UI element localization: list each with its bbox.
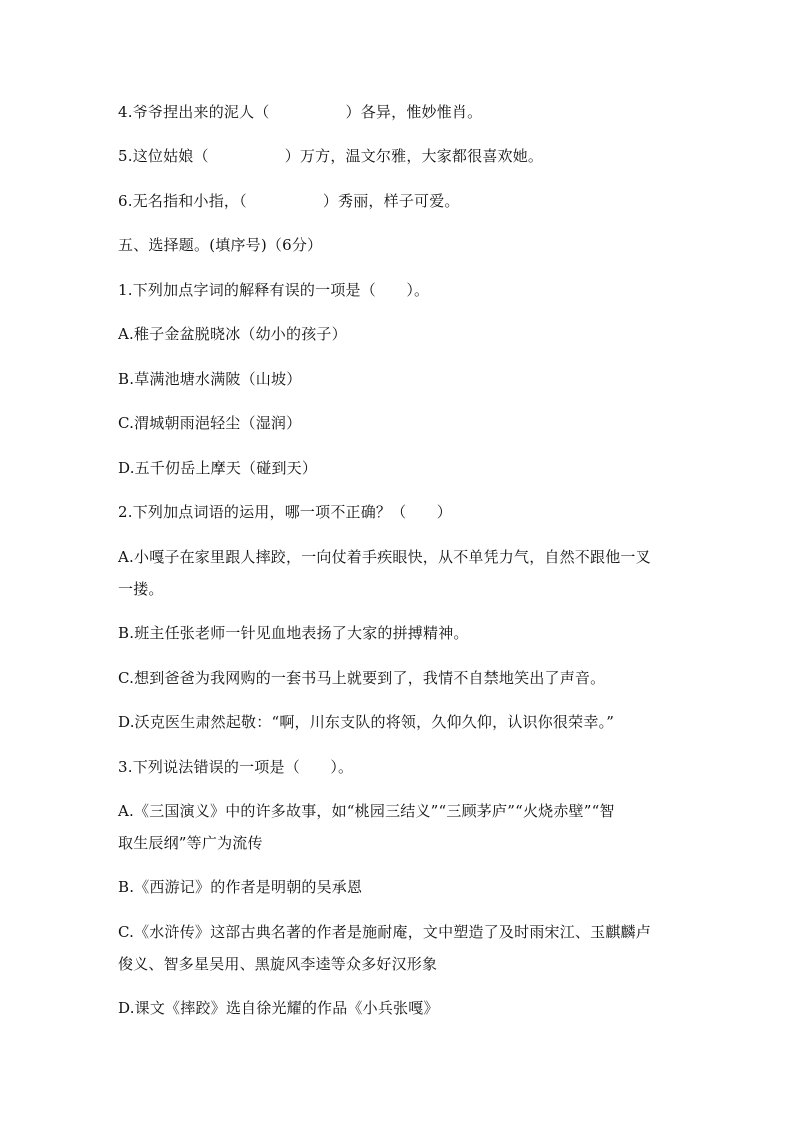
mc-question-2: 2.下列加点词语的运用，哪一项不正确？（ ） <box>118 503 452 521</box>
mc-1-option-c: C.渭城朝雨浥轻尘（湿润） <box>118 414 302 432</box>
question-5-fill-blank: 5.这位姑娘（ ）万方，温文尔雅，大家都很喜欢她。 <box>118 147 544 165</box>
mc-2-option-b: B.班主任张老师一针见血地表扬了大家的拼搏精神。 <box>118 624 469 642</box>
mc-1-option-a: A.稚子金盆脱晓冰（幼小的孩子） <box>118 325 347 343</box>
mc-3-option-a-cont: 取生辰纲”等广为流传 <box>118 834 263 852</box>
mc-2-option-c: C.想到爸爸为我网购的一套书马上就要到了，我情不自禁地笑出了声音。 <box>118 669 606 687</box>
mc-question-3: 3.下列说法错误的一项是（ ）。 <box>118 758 354 776</box>
mc-3-option-c-cont: 俊义、智多星吴用、黑旋风李逵等众多好汉形象 <box>118 955 438 973</box>
section-5-heading: 五、选择题。(填序号)（6分） <box>118 236 323 254</box>
mc-2-option-a: A.小嘎子在家里跟人摔跤，一向仗着手疾眼快，从不单凭力气，自然不跟他一叉 <box>118 548 651 566</box>
mc-question-1: 1.下列加点字词的解释有误的一项是（ ）。 <box>118 281 430 299</box>
mc-3-option-a: A.《三国演义》中的许多故事，如“桃园三结义”“三顾茅庐”“火烧赤壁”“智 <box>118 802 615 820</box>
mc-3-option-c: C.《水浒传》这部古典名著的作者是施耐庵，文中塑造了及时雨宋江、玉麒麟卢 <box>118 923 651 941</box>
question-6-fill-blank: 6.无名指和小指，（ ）秀丽，样子可爱。 <box>118 192 460 210</box>
mc-1-option-b: B.草满池塘水满陂（山坡） <box>118 370 302 388</box>
mc-3-option-d: D.课文《摔跤》选自徐光耀的作品《小兵张嘎》 <box>118 999 439 1017</box>
mc-3-option-b: B.《西游记》的作者是明朝的吴承恩 <box>118 878 363 896</box>
mc-2-option-a-cont: 一搂。 <box>118 580 164 598</box>
question-4-fill-blank: 4.爷爷捏出来的泥人（ ）各异，惟妙惟肖。 <box>118 103 483 121</box>
mc-2-option-d: D.沃克医生肃然起敬：“啊，川东支队的将领，久仰久仰，认识你很荣幸。” <box>118 713 615 731</box>
mc-1-option-d: D.五千仞岳上摩天（碰到天） <box>118 459 318 477</box>
